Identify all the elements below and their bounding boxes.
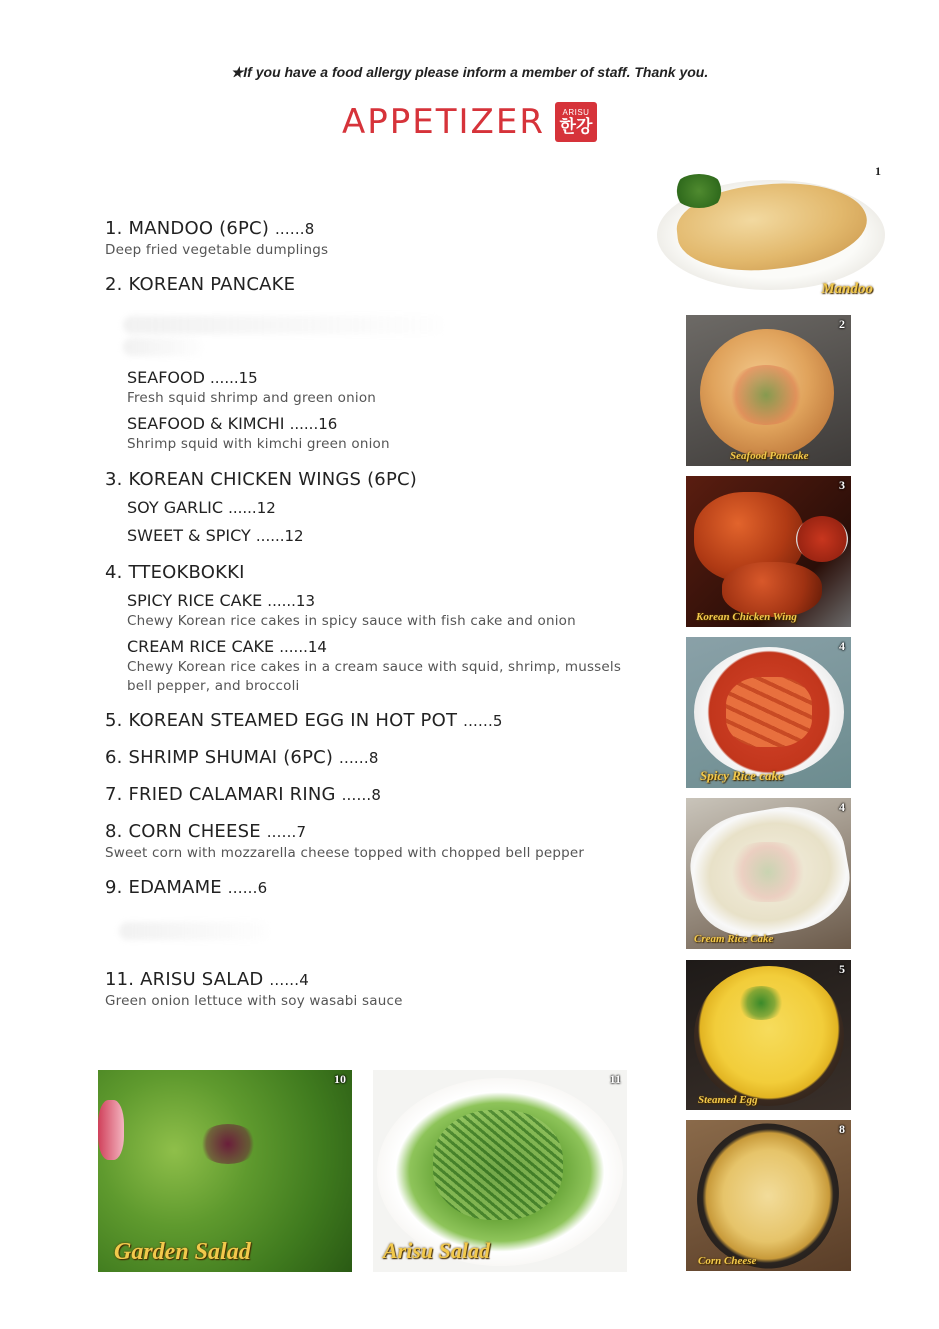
item-name: 5. KOREAN STEAMED EGG IN HOT POT: [105, 710, 458, 731]
item-price: ......5: [463, 712, 503, 730]
subitem-price: ......12: [255, 527, 304, 545]
blurred-line: [123, 338, 203, 356]
item-price: ......4: [269, 971, 309, 989]
subitem-name: SWEET & SPICY: [127, 526, 251, 545]
section-header: [0, 102, 939, 142]
photo-chicken-wing: [686, 476, 851, 627]
item-price: ......8: [274, 220, 315, 238]
radicchio-leaf: [198, 1124, 258, 1164]
item-description: Deep fried vegetable dumplings: [105, 242, 329, 258]
menu-item-fried-calamari: [105, 784, 381, 805]
arisu-logo: [555, 102, 597, 142]
radish-slice: [98, 1100, 124, 1160]
menu-item-shrimp-shumai: [105, 747, 379, 768]
item-price: ......8: [339, 749, 379, 767]
item-name: 11. ARISU SALAD: [105, 969, 264, 990]
photo-number: 4: [839, 800, 845, 814]
photo-seafood-pancake: [686, 315, 851, 466]
cream-topping: [726, 842, 810, 902]
photo-number: 3: [839, 478, 845, 492]
photo-caption: Steamed Egg: [698, 1094, 758, 1106]
photo-caption: Korean Chicken Wing: [696, 611, 797, 623]
menu-subitem-seafood-kimchi: [127, 414, 337, 433]
photo-caption: Arisu Salad: [383, 1238, 490, 1263]
menu-subitem-sweet-spicy: [127, 526, 304, 545]
photo-spicy-rice-cake: [686, 637, 851, 788]
herb-garnish: [673, 174, 725, 208]
allergy-notice: ★If you have a food allergy please inform a member of staff. Thank you.: [230, 64, 709, 80]
photo-mandoo: [655, 162, 887, 302]
subitem-price: ......12: [228, 499, 276, 517]
section-title: APPETIZER: [342, 102, 545, 142]
subitem-price: ......16: [289, 415, 338, 433]
photo-number: 8: [839, 1122, 845, 1136]
subitem-name: SEAFOOD & KIMCHI: [127, 414, 285, 433]
photo-caption: Corn Cheese: [698, 1255, 757, 1267]
blurred-line: [119, 922, 269, 940]
item-description: Sweet corn with mozzarella cheese topped with chopped bell pepper: [105, 845, 585, 861]
item-name: 6. SHRIMP SHUMAI (6PC): [105, 747, 334, 768]
menu-item-mandoo: [105, 218, 315, 239]
item-name: 8. CORN CHEESE: [105, 821, 261, 842]
menu-subitem-cream-rice-cake: [127, 637, 327, 656]
subitem-price: ......15: [210, 369, 258, 387]
photo-caption: Cream Rice Cake: [694, 933, 774, 945]
item-price: ......7: [266, 823, 307, 841]
subitem-description: bell pepper, and broccoli: [127, 678, 300, 694]
subitem-description: Chewy Korean rice cakes in a cream sauce with squid, shrimp, mussels: [127, 659, 622, 675]
photo-caption: Seafood Pancake: [730, 450, 809, 462]
photo-cream-rice-cake: [686, 798, 851, 949]
menu-subitem-spicy-rice-cake: [127, 591, 315, 610]
subitem-description: Chewy Korean rice cakes in spicy sauce with fish cake and onion: [127, 613, 576, 629]
subitem-description: Shrimp squid with kimchi green onion: [127, 436, 390, 452]
menu-subitem-soy-garlic: [127, 498, 276, 517]
item-description: Green onion lettuce with soy wasabi sauce: [105, 993, 403, 1009]
photo-arisu-salad: [373, 1070, 627, 1272]
photo-number: 10: [334, 1072, 346, 1086]
subitem-name: SPICY RICE CAKE: [127, 591, 263, 610]
subitem-name: CREAM RICE CAKE: [127, 637, 275, 656]
wing-shape: [722, 562, 822, 617]
menu-item-corn-cheese: [105, 821, 306, 842]
photo-caption: Mandoo: [821, 281, 873, 297]
menu-item-edamame: [105, 877, 267, 898]
rice-cake-shape: [726, 677, 812, 747]
subitem-price: ......13: [267, 592, 315, 610]
logo-text-latin: ARISU: [562, 107, 590, 117]
subitem-name: SEAFOOD: [127, 368, 205, 387]
pancake-topping: [726, 365, 806, 425]
menu-item-chicken-wings: [105, 469, 417, 490]
green-onion-garnish: [736, 986, 786, 1020]
photo-number: 2: [839, 317, 845, 331]
photo-steamed-egg: [686, 960, 851, 1110]
photo-number: 4: [839, 639, 845, 653]
skillet-shape: [686, 1120, 851, 1271]
item-name: 4. TTEOKBOKKI: [105, 562, 245, 583]
green-onion-strands: [433, 1110, 563, 1220]
item-name: 9. EDAMAME: [105, 877, 222, 898]
blurred-line: [123, 316, 443, 334]
item-name: 1. MANDOO (6PC): [105, 218, 270, 239]
menu-item-pancake: [105, 274, 295, 295]
photo-number: 1: [875, 164, 881, 178]
photo-caption: Garden Salad: [114, 1239, 251, 1265]
subitem-price: ......14: [279, 638, 327, 656]
item-price: ......6: [227, 879, 268, 897]
logo-text-korean: 한강: [559, 116, 593, 137]
menu-item-arisu-salad: [105, 969, 309, 990]
subitem-name: SOY GARLIC: [127, 498, 223, 517]
photo-number: 11: [609, 1072, 621, 1086]
menu-item-tteokbokki: [105, 562, 245, 583]
sauce-bowl-shape: [796, 516, 848, 562]
photo-corn-cheese: [686, 1120, 851, 1271]
photo-caption: Spicy Rice cake: [700, 768, 784, 783]
item-name: 3. KOREAN CHICKEN WINGS (6PC): [105, 469, 417, 490]
photo-number: 5: [839, 962, 845, 976]
item-name: 7. FRIED CALAMARI RING: [105, 784, 336, 805]
menu-item-steamed-egg: [105, 710, 503, 731]
photo-garden-salad: [98, 1070, 352, 1272]
item-price: ......8: [341, 786, 382, 804]
subitem-description: Fresh squid shrimp and green onion: [127, 390, 377, 406]
item-name: 2. KOREAN PANCAKE: [105, 274, 296, 295]
menu-subitem-seafood: [127, 368, 258, 387]
